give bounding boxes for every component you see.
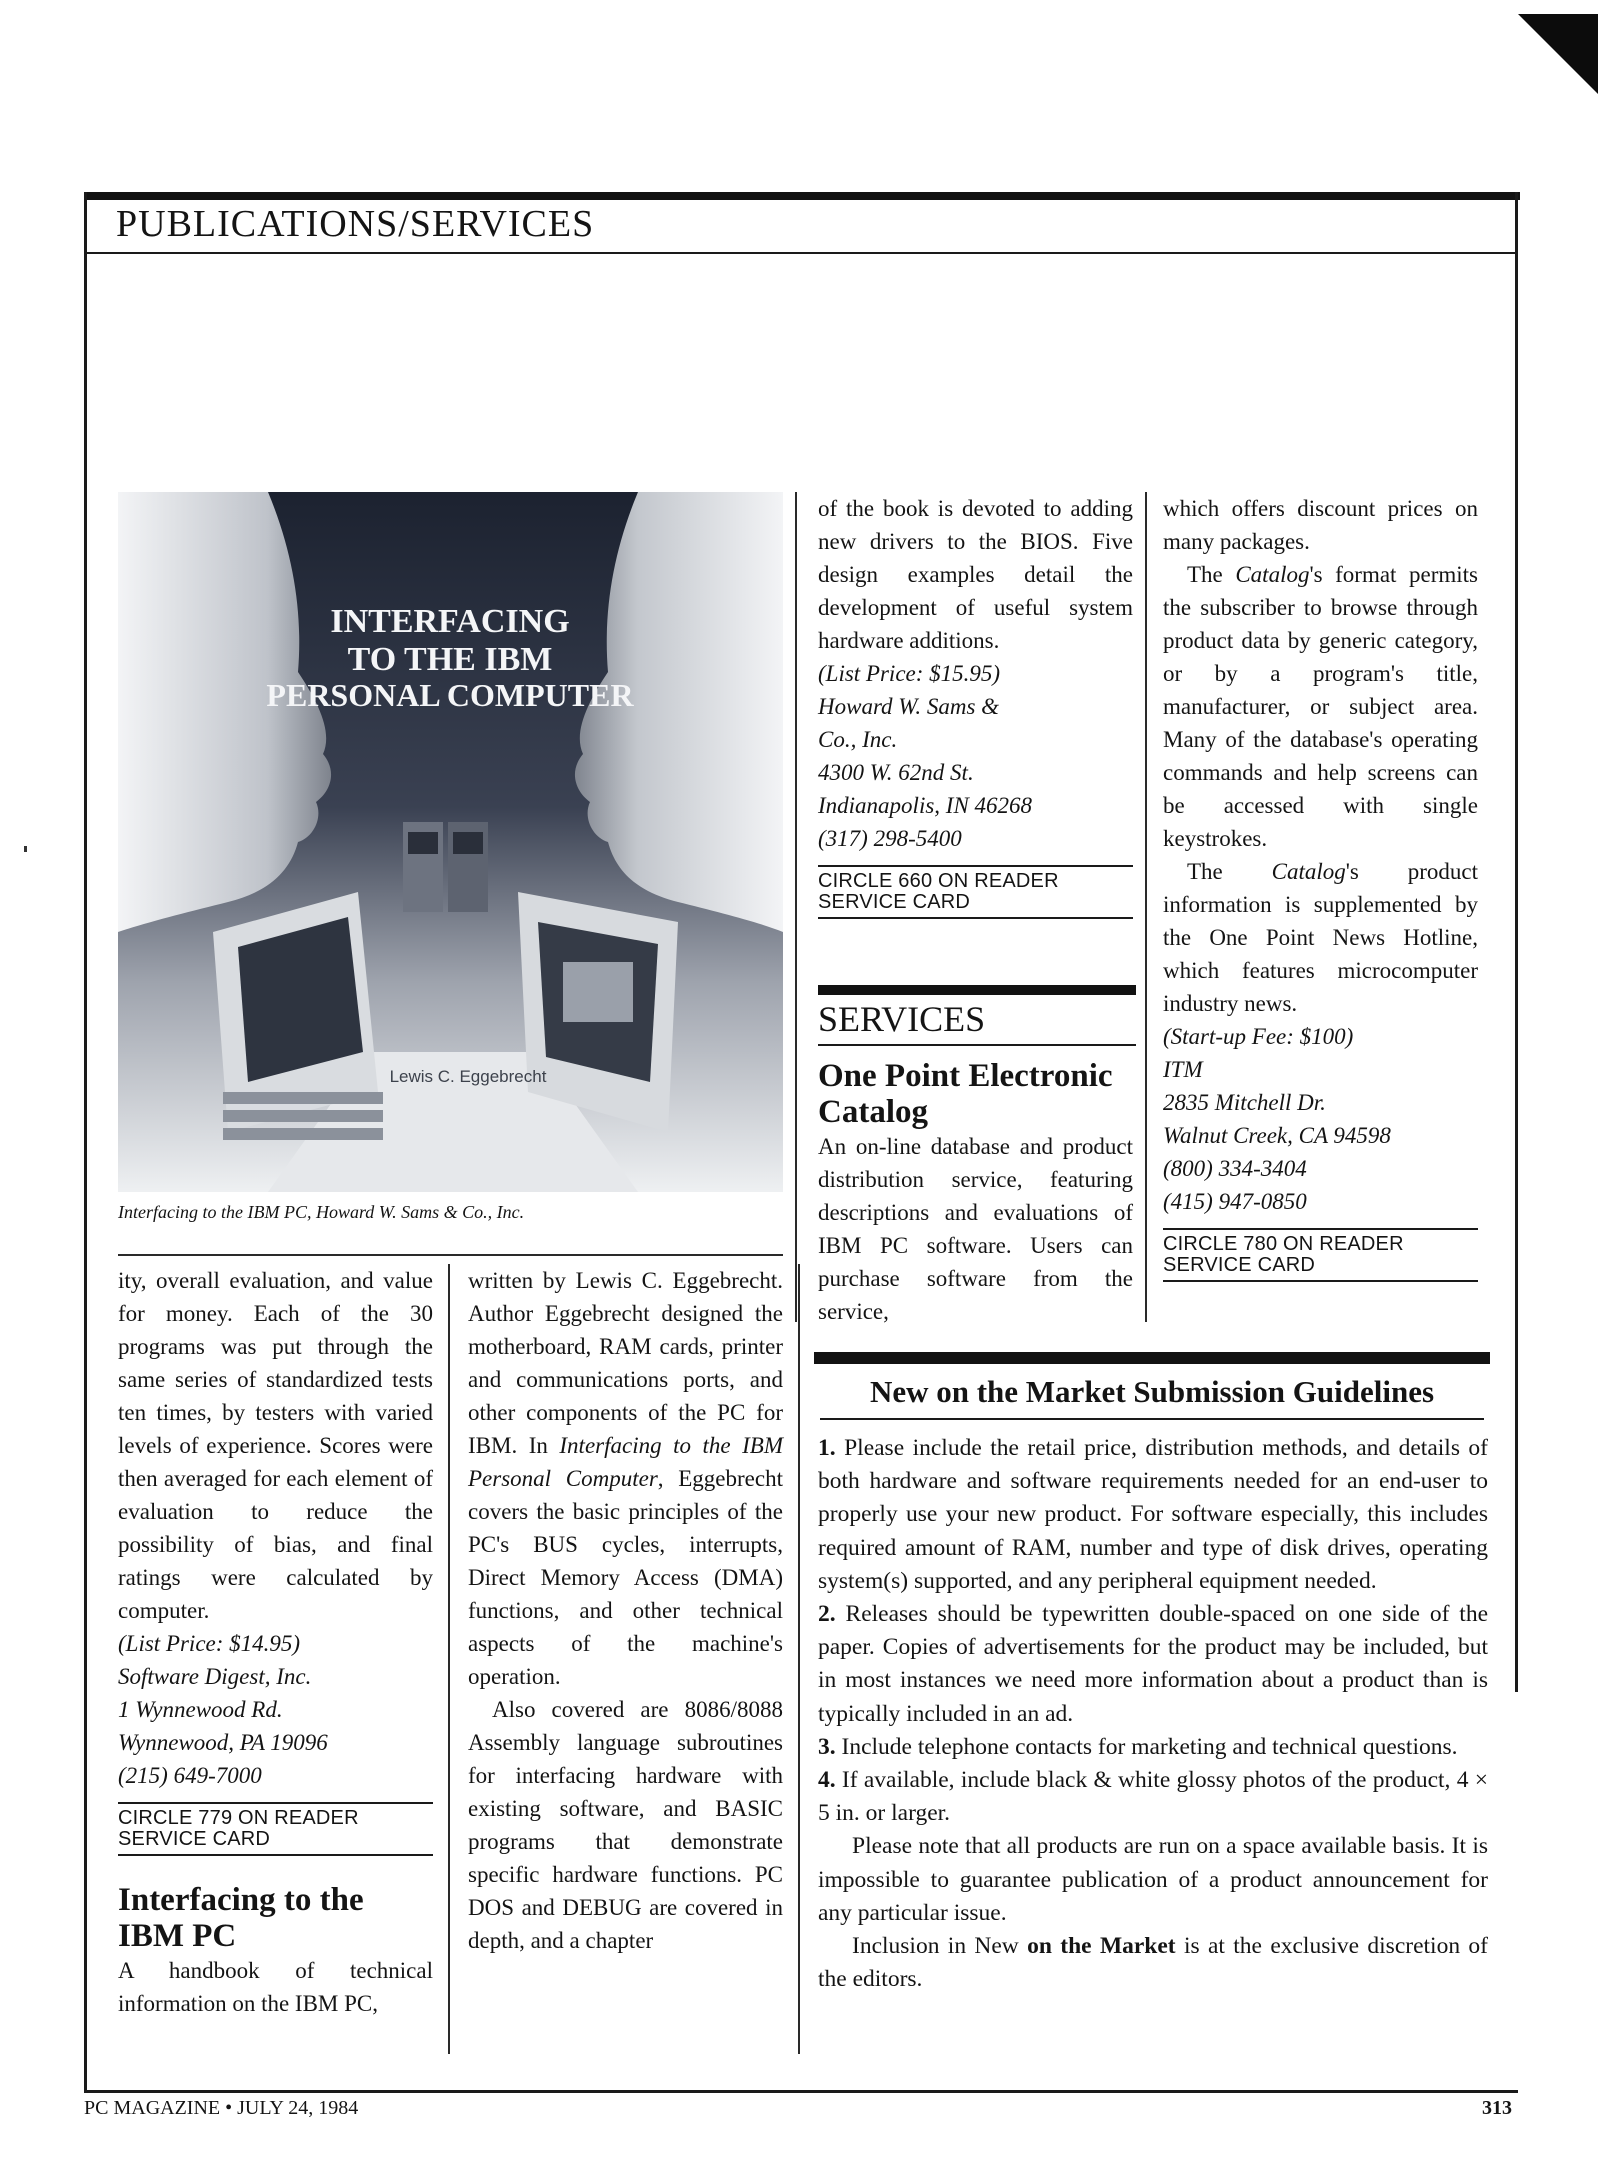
col4-phone-1: (800) 334-3404	[1163, 1156, 1307, 1181]
guidelines-rule	[820, 1418, 1484, 1420]
services-title: SERVICES	[818, 999, 986, 1039]
frame-right	[1515, 192, 1518, 1692]
item-number: 4.	[818, 1767, 836, 1794]
corner-triangle	[1518, 14, 1598, 94]
col1-city: Wynnewood, PA 19096	[118, 1730, 328, 1755]
item-number: 3.	[818, 1733, 836, 1760]
col4-p2-title: Catalog	[1235, 562, 1310, 587]
article-heading-one-point: One Point Electronic Catalog	[818, 1058, 1113, 1130]
column-divider-3	[795, 492, 797, 1322]
page-number: 313	[1482, 2097, 1512, 2119]
col3-price: (List Price: $15.95)	[818, 661, 1001, 686]
guidelines-note-2	[818, 1930, 1488, 1996]
caption-rule	[118, 1254, 783, 1256]
col1-street: 1 Wynnewood Rd.	[118, 1697, 283, 1722]
col3-street: 4300 W. 62nd St.	[818, 760, 974, 785]
col1-phone: (215) 649-7000	[118, 1763, 262, 1788]
note2-b: on the Market	[1027, 1933, 1176, 1960]
item-text: Please include the retail price, distribution methods, and details of both hardware and software requirements needed for an end-user to properly use your new product. For software especially, this includes required amount of RAM, number and type of disk drives, operating system(s) supported, and any peripheral equipment needed.	[818, 1435, 1488, 1594]
circle-line-1: CIRCLE 779 ON READER	[118, 1807, 359, 1829]
frame-left	[84, 192, 87, 2092]
column-divider-4	[1145, 492, 1147, 1322]
col1-company: Software Digest, Inc.	[118, 1664, 312, 1689]
guideline-item-2	[818, 1598, 1488, 1731]
col3-paragraph-2: An on-line database and product distribution service, featuring descriptions and evaluations of IBM PC software. Users can purchase software from the service,	[818, 1134, 1133, 1324]
frame-bottom	[84, 2090, 1518, 2093]
item-number: 1.	[818, 1435, 836, 1461]
item-text: Releases should be typewritten double-spaced on one side of the paper. Copies of advertisements for the product may be included, but in most instances we need more information about a product than is typically included in an ad.	[818, 1601, 1489, 1727]
guideline-item-4	[818, 1764, 1488, 1830]
col2-paragraph-1	[468, 1264, 783, 1693]
circle-line-2: SERVICE CARD	[118, 1828, 271, 1850]
col2-book-title: Interfacing to the IBM Personal Computer	[468, 1433, 783, 1491]
col4-company: ITM	[1163, 1057, 1203, 1082]
col4-phone-2: (415) 947-0850	[1163, 1189, 1307, 1214]
column-2	[468, 1264, 783, 1957]
col1-paragraph: ity, overall evaluation, and value for money. Each of the 30 programs was put through the same series of standardized tests ten times, by testers with varied levels of experience. Scores were then averaged for each element of evaluation to reduce the possibility of bias, and final ratings were calculated by computer.	[118, 1268, 433, 1623]
item-number: 2.	[818, 1601, 836, 1628]
col2-paragraph-2: Also covered are 8086/8088 Assembly language subroutines for interfacing hardware with existing software, and BASIC programs that demonstrate specific hardware functions. PC DOS and DEBUG are covered in depth, and a chapter	[468, 1697, 783, 1953]
column-divider-2	[798, 1264, 800, 2054]
col1-paragraph-2: A handbook of technical information on the IBM PC,	[118, 1958, 433, 2016]
circle-line-1: CIRCLE 780 ON READER	[1163, 1233, 1404, 1255]
footer-publication: PC MAGAZINE • JULY 24, 1984	[84, 2097, 359, 2119]
guidelines-title: New on the Market Submission Guidelines	[869, 1374, 1435, 1409]
col3-company-2: Co., Inc.	[818, 727, 898, 752]
article-heading-interfacing: Interfacing to the IBM PC	[118, 1882, 364, 1954]
section-rule	[84, 252, 1518, 254]
col4-paragraph-1: which offers discount prices on many packages.	[1163, 496, 1478, 554]
circle-line-2: SERVICE CARD	[1163, 1254, 1316, 1276]
col3-phone: (317) 298-5400	[818, 826, 962, 851]
services-bar	[818, 985, 1136, 995]
scan-mark	[24, 846, 27, 852]
circle-line-2: SERVICE CARD	[818, 891, 971, 913]
col4-p2-b: 's format permits the subscriber to browse through product data by generic category, or by a program's title, manufacturer, or subject area. Many of the database's operating commands and help screens can be accessed with single keystrokes.	[1163, 562, 1479, 851]
note2-c: is at the exclusive discretion of the editors.	[818, 1933, 1488, 1993]
col4-fee: (Start-up Fee: $100)	[1163, 1024, 1354, 1049]
reader-service-circle-660	[818, 865, 1133, 919]
book-cover-image	[118, 492, 783, 1192]
circle-line-1: CIRCLE 660 ON READER	[818, 870, 1059, 892]
column-3-lower	[818, 1058, 1133, 1328]
guidelines-body	[818, 1432, 1488, 1996]
item-text: If available, include black & white glossy photos of the product, 4 × 5 in. or larger.	[818, 1767, 1489, 1827]
column-divider-1	[448, 1264, 450, 2054]
col3-company-1: Howard W. Sams &	[818, 694, 1000, 719]
guideline-item-1	[818, 1432, 1488, 1598]
col4-p3-a: The	[1187, 859, 1272, 884]
col4-paragraph-3	[1163, 855, 1478, 1020]
cover-title-line-1: INTERFACING	[330, 603, 570, 640]
reader-service-circle-780	[1163, 1228, 1478, 1282]
col4-paragraph-2	[1163, 558, 1478, 855]
services-rule	[818, 1044, 1136, 1046]
col4-city: Walnut Creek, CA 94598	[1163, 1123, 1391, 1148]
col4-p2-a: The	[1187, 562, 1236, 587]
col3-city: Indianapolis, IN 46268	[818, 793, 1033, 818]
cover-illustration	[118, 492, 783, 1192]
column-1	[118, 1264, 433, 2020]
cover-author: Lewis C. Eggebrecht	[389, 1067, 547, 1086]
col2-text-b: , Eggebrecht covers the basic principles of the PC's BUS cycles, interrupts, Direct Memory Access (DMA) functions, and other technical aspects of the machine's operation.	[468, 1466, 783, 1689]
item-text: Include telephone contacts for marketing and technical questions.	[841, 1733, 1458, 1760]
col1-price: (List Price: $14.95)	[118, 1631, 301, 1656]
guidelines-top-bar	[814, 1352, 1490, 1364]
col4-p3-title: Catalog	[1271, 859, 1346, 884]
cover-caption: Interfacing to the IBM PC, Howard W. Sams & Co., Inc.	[118, 1202, 525, 1222]
cover-title-line-3: PERSONAL COMPUTER	[266, 677, 634, 713]
col4-street: 2835 Mitchell Dr.	[1163, 1090, 1326, 1115]
cover-title-line-2: TO THE IBM	[347, 641, 553, 678]
note2-a: Inclusion in New	[852, 1933, 1028, 1960]
column-3	[818, 492, 1133, 935]
col4-p3-b: 's product information is supplemented by the One Point News Hotline, which features microcomputer industry news.	[1163, 859, 1478, 1016]
column-4	[1163, 492, 1478, 1298]
reader-service-circle-779	[118, 1802, 433, 1856]
guideline-item-3	[818, 1731, 1488, 1764]
section-top-bar	[84, 192, 1520, 200]
col2-text-a: written by Lewis C. Eggebrecht. Author Eggebrecht designed the motherboard, RAM cards, printer and communications ports, and other components of the PC for IBM. In	[468, 1268, 783, 1458]
guidelines-note-1: Please note that all products are run on a space available basis. It is impossible to guarantee publication of a product announcement for any particular issue.	[818, 1833, 1488, 1926]
section-title: PUBLICATIONS/SERVICES	[116, 203, 595, 245]
col3-paragraph: of the book is devoted to adding new drivers to the BIOS. Five design examples detail the development of useful system hardware additions.	[818, 496, 1133, 653]
